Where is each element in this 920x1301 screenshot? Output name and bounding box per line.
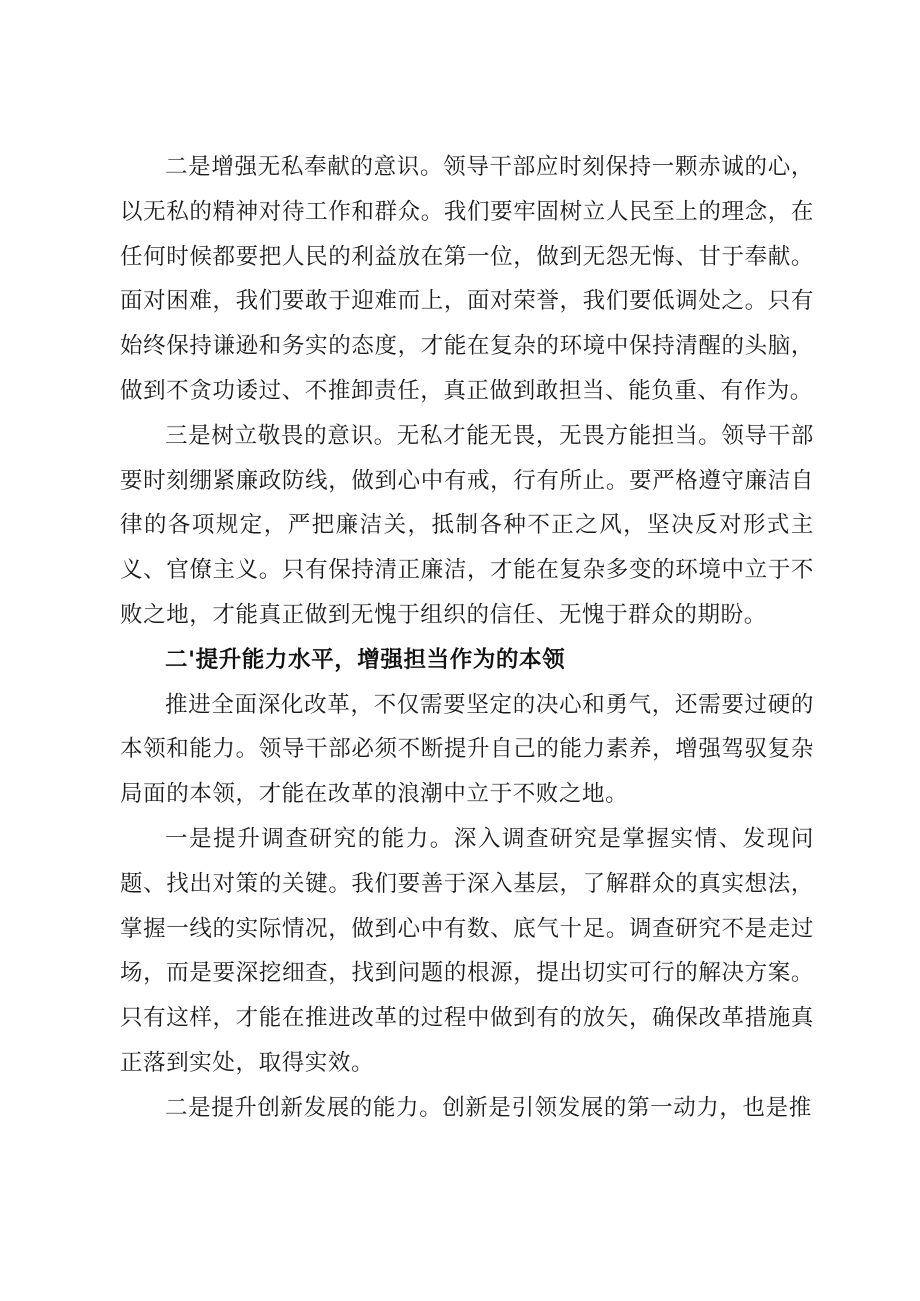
document-body (120, 145, 814, 1131)
paragraph-reform-intro: 推进全面深化改革，不仅需要坚定的决心和勇气，还需要过硬的本领和能力。领导干部必须不断提升自己的能力素养，增强驾驭复杂局面的本领，才能在改革的浪潮中立于不败之地。 (120, 691, 814, 808)
paragraph-innovation-ability: 二是提升创新发展的能力。创新是引领发展的第一动力，也是推 (165, 1094, 812, 1121)
paragraph-selfless-dedication: 二是增强无私奉献的意识。领导干部应时刻保持一颗赤诚的心，以无私的精神对待工作和群众。我们要牢固树立人民至上的理念，在任何时候都要把人民的利益放在第一位，做到无怨无悔、甘于奉献。面对困难，我们要敢于迎难而上，面对荣誉，我们要低调处之。只有始终保持谦逊和务实的态度，才能在复杂的环境中保持清醒的头脑，做到不贪功诿过、不推卸责任，真正做到敢担当、能负重、有作为。 (120, 154, 814, 404)
paragraph-awe-awareness: 三是树立敬畏的意识。无私才能无畏，无畏方能担当。领导干部要时刻绷紧廉政防线，做到心中有戒，行有所止。要严格遵守廉洁自律的各项规定，严把廉洁关，抵制各种不正之风，坚决反对形式主义、官僚主义。只有保持清正廉洁，才能在复杂多变的环境中立于不败之地，才能真正做到无愧于组织的信任、无愧于群众的期盼。 (120, 422, 814, 628)
section-heading: 二'提升能力水平，增强担当作为的本领 (165, 646, 566, 673)
paragraph-investigation-ability: 一是提升调查研究的能力。深入调查研究是掌握实情、发现问题、找出对策的关键。我们要善于深入基层，了解群众的真实想法，掌握一线的实际情况，做到心中有数、底气十足。调查研究不是走过场，而是要深挖细查，找到问题的根源，提出切实可行的解决方案。只有这样，才能在推进改革的过程中做到有的放矢，确保改革措施真正落到实处，取得实效。 (120, 825, 814, 1076)
